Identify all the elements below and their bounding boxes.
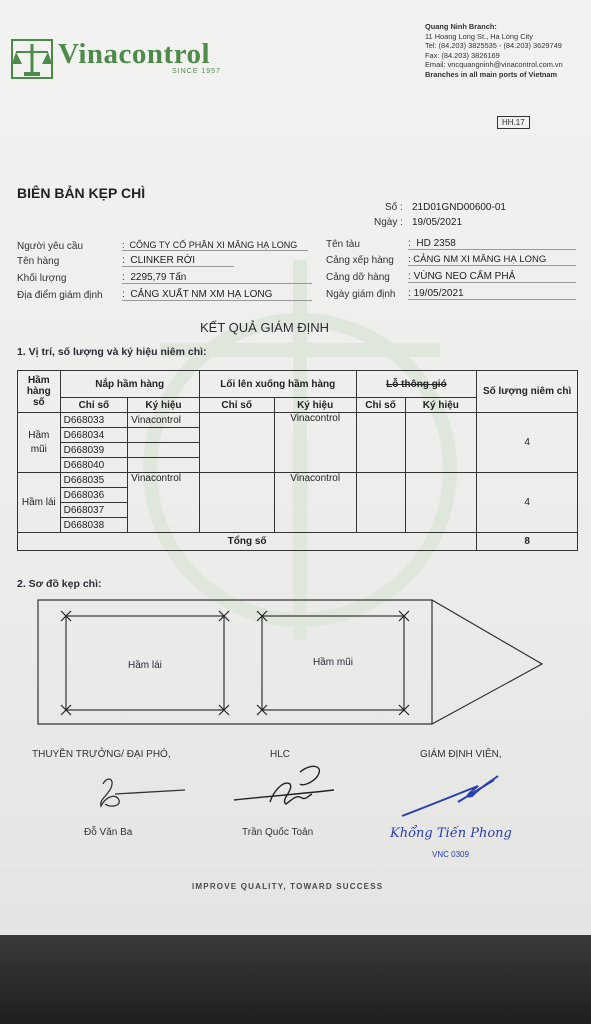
col-header-hatch: Nắp hầm hàng	[60, 371, 199, 398]
seal-marks	[61, 611, 409, 715]
info-label: Cảng xếp hàng	[326, 255, 394, 266]
captain-title: THUYỀN TRƯỞNG/ ĐẠI PHÓ,	[32, 749, 171, 760]
table-row	[18, 473, 578, 488]
sub-header-index: Chỉ số	[199, 398, 274, 413]
info-label: Khối lượng	[17, 273, 67, 284]
seal-cell: D668036	[60, 488, 128, 503]
loading-port-value: CẢNG NM XI MĂNG HẠ LONG	[413, 254, 547, 265]
count-cell: 4	[477, 473, 578, 533]
document-title: BIÊN BẢN KẸP CHÌ	[17, 185, 146, 201]
symbol-cell: Vinacontrol	[128, 413, 200, 428]
sub-header-symbol: Ký hiệu	[274, 398, 356, 413]
logo-text: Vinacontrol	[58, 38, 211, 70]
branch-info	[425, 22, 563, 80]
info-value: : VÙNG NEO CẨM PHẢ	[408, 271, 576, 283]
total-label: Tổng số	[18, 533, 477, 551]
captain-signature	[85, 770, 195, 815]
branch-line: Quang Ninh Branch:	[425, 22, 497, 31]
survey-date-value: 19/05/2021	[413, 288, 464, 299]
table-row	[18, 413, 578, 428]
goods-value: CLINKER RỜI	[130, 255, 196, 266]
info-label: Ngày giám định	[326, 289, 396, 300]
symbol-cell: Vinacontrol	[274, 413, 356, 473]
empty-cell	[199, 413, 274, 473]
info-label: Người yêu cầu	[17, 241, 84, 252]
hold-cell: Hầm mũi	[18, 413, 61, 473]
symbol-cell: Vinacontrol	[128, 473, 200, 533]
count-cell: 4	[477, 413, 578, 473]
branch-line: Tel: (84.203) 3825535 - (84.203) 3629749	[425, 41, 562, 51]
background-surface	[0, 935, 591, 1024]
info-value: : 2295,79 Tấn	[122, 272, 312, 284]
empty-cell	[128, 458, 200, 473]
info-value: : 19/05/2021	[408, 288, 576, 300]
requester-value: CÔNG TY CỔ PHẦN XI MĂNG HẠ LONG	[129, 240, 298, 250]
date-label: Ngày :	[374, 217, 403, 228]
seal-diagram	[36, 598, 546, 728]
vinacontrol-logo-icon	[10, 38, 54, 80]
branch-line: 11 Hoang Long St., Ha Long City	[425, 31, 533, 41]
discharge-port-value: VÙNG NEO CẨM PHẢ	[413, 271, 516, 282]
hold-cell: Hầm lái	[18, 473, 61, 533]
sub-header-index: Chỉ số	[60, 398, 128, 413]
info-value: : HD 2358	[408, 238, 576, 250]
empty-cell	[356, 413, 405, 473]
number-label: Số :	[385, 202, 403, 213]
hlc-signature	[230, 760, 340, 815]
diagram-label-bow: Hầm mũi	[313, 657, 354, 668]
seal-cell: D668039	[60, 443, 128, 458]
info-label: Địa điểm giám định	[17, 290, 103, 301]
info-label: Cảng dỡ hàng	[326, 272, 390, 283]
col-header-access: Lối lên xuống hầm hàng	[199, 371, 356, 398]
sub-header-symbol: Ký hiệu	[405, 398, 477, 413]
branch-line: Email: vncquangninh@vinacontrol.com.vn	[425, 60, 563, 70]
empty-cell	[199, 473, 274, 533]
info-label: Tên hàng	[17, 256, 60, 267]
result-heading: KẾT QUẢ GIÁM ĐỊNH	[200, 320, 330, 335]
ship-outline	[38, 600, 542, 724]
seal-cell: D668040	[60, 458, 128, 473]
total-row	[18, 533, 578, 551]
location-value: CẢNG XUẤT NM XM HẠ LONG	[130, 289, 273, 300]
info-value: : CẢNG XUẤT NM XM HẠ LONG	[122, 289, 312, 301]
empty-cell	[128, 443, 200, 458]
captain-name: Đỗ Văn Ba	[84, 827, 133, 838]
empty-cell	[405, 413, 477, 473]
sub-header-symbol: Ký hiệu	[128, 398, 200, 413]
document-number: 21D01GND00600-01	[412, 202, 506, 213]
footer-slogan: IMPROVE QUALITY, TOWARD SUCCESS	[192, 882, 384, 891]
form-code: HH.17	[497, 116, 530, 129]
section1-heading: 1. Vị trí, số lượng và ký hiệu niêm chì:	[17, 346, 207, 358]
col-header-count: Số lượng niêm chì	[477, 371, 578, 413]
branch-line: Branches in all main ports of Vietnam	[425, 69, 558, 79]
surveyor-name: Khổng Tiến Phong	[390, 826, 512, 841]
info-value: : CẢNG NM XI MĂNG HẠ LONG	[408, 254, 576, 266]
col-header-hold: Hầm hàng số	[18, 371, 61, 413]
surveyor-title: GIÁM ĐỊNH VIÊN,	[420, 749, 502, 760]
vessel-value: HD 2358	[416, 238, 456, 249]
info-label: Tên tàu	[326, 239, 360, 250]
empty-cell	[356, 473, 405, 533]
seal-cell: D668038	[60, 518, 128, 533]
empty-cell	[405, 473, 477, 533]
since-text: SINCE 1957	[172, 68, 221, 75]
section2-heading: 2. Sơ đồ kẹp chì:	[17, 578, 102, 590]
sub-header-index: Chỉ số	[356, 398, 405, 413]
branch-line: Fax: (84.203) 3826169	[425, 50, 500, 60]
hlc-title: HLC	[270, 749, 291, 760]
hlc-name: Trần Quốc Toản	[242, 827, 314, 838]
info-value: : CÔNG TY CỔ PHẦN XI MĂNG HẠ LONG	[122, 240, 308, 251]
surveyor-code: VNC 0309	[432, 850, 469, 859]
seal-cell: D668035	[60, 473, 128, 488]
diagram-label-stern: Hầm lái	[128, 660, 162, 671]
seal-cell: D668034	[60, 428, 128, 443]
seal-cell: D668037	[60, 503, 128, 518]
weight-value: 2295,79 Tấn	[130, 272, 187, 283]
symbol-cell: Vinacontrol	[274, 473, 356, 533]
seal-cell: D668033	[60, 413, 128, 428]
document-date: 19/05/2021	[412, 217, 463, 228]
col-header-vent: Lỗ thông gió	[356, 371, 477, 398]
surveyor-signature	[398, 772, 508, 822]
total-value: 8	[477, 533, 578, 551]
empty-cell	[128, 428, 200, 443]
seal-table	[17, 370, 578, 551]
info-value: : CLINKER RỜI	[122, 255, 234, 267]
